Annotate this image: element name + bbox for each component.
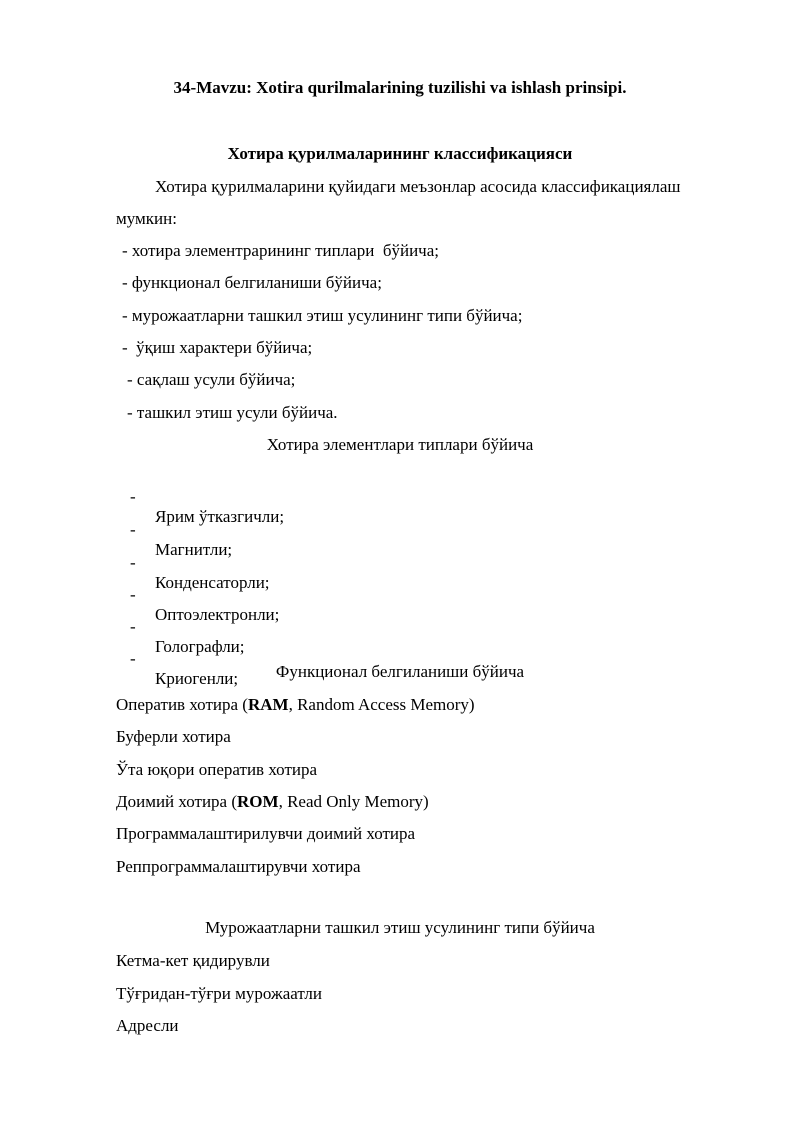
dash-bullet: - <box>130 617 136 636</box>
criteria-item: - ўқиш характери бўйича; <box>122 338 313 357</box>
access-method-item: Тўғридан-тўғри мурожаатли <box>116 984 322 1003</box>
section-heading-element-types: Хотира элементлари типлари бўйича <box>266 435 534 454</box>
rom-suffix: , Read Only Memory) <box>278 792 429 811</box>
memory-type-ultra-fast: Ўта юқори оператив хотира <box>116 760 318 779</box>
criteria-item: - хотира элементрарининг типлари бўйича; <box>122 241 439 260</box>
dash-bullet: - <box>130 520 136 539</box>
list-item-text: Оптоэлектронли; <box>155 605 280 624</box>
memory-type-prom: Программалаштирилувчи доимий хотира <box>116 824 416 843</box>
ram-abbreviation: RAM <box>247 695 289 714</box>
section-heading-access-method: Мурожаатларни ташкил этиш усулининг типи бўйича <box>205 918 595 937</box>
ram-prefix: Оператив хотира ( <box>116 695 248 714</box>
document-title: 34-Mavzu: Xotira qurilmalarining tuzilishi va ishlash prinsipi. <box>173 78 627 97</box>
ram-suffix: , Random Access Memory) <box>288 695 475 714</box>
memory-type-reprogrammable: Реппрограммалаштирувчи хотира <box>116 857 361 876</box>
section-heading-classification: Хотира қурилмаларининг классификацияси <box>227 144 573 163</box>
rom-abbreviation: ROM <box>237 792 279 811</box>
memory-type-ram <box>116 695 475 715</box>
criteria-item: - сақлаш усули бўйича; <box>127 370 296 389</box>
list-item-text: Конденсаторли; <box>155 573 270 592</box>
list-item-text: Криогенли; <box>155 669 239 688</box>
criteria-item: - функционал белгиланиши бўйича; <box>122 273 382 292</box>
intro-paragraph-line-1: Хотира қурилмаларини қуйидаги меъзонлар асосида классификациялаш <box>155 177 681 196</box>
access-method-item: Адресли <box>116 1016 179 1035</box>
rom-prefix: Доимий хотира ( <box>116 792 238 811</box>
list-item-text: Голографли; <box>155 637 245 656</box>
dash-bullet: - <box>130 553 136 572</box>
memory-type-buffer: Буферли хотира <box>116 727 231 746</box>
dash-bullet: - <box>130 649 136 668</box>
dash-bullet: - <box>130 487 136 506</box>
list-item-text: Магнитли; <box>155 540 233 559</box>
section-heading-functional-purpose: Функционал белгиланиши бўйича <box>275 662 525 681</box>
list-item-text: Ярим ўтказгичли; <box>155 507 285 526</box>
criteria-item: - ташкил этиш усули бўйича. <box>127 403 338 422</box>
intro-paragraph-line-2: мумкин: <box>116 209 177 228</box>
dash-bullet: - <box>130 585 136 604</box>
memory-type-rom <box>116 792 429 812</box>
criteria-item: - мурожаатларни ташкил этиш усулининг типи бўйича; <box>122 306 523 325</box>
access-method-item: Кетма-кет қидирувли <box>116 951 270 970</box>
